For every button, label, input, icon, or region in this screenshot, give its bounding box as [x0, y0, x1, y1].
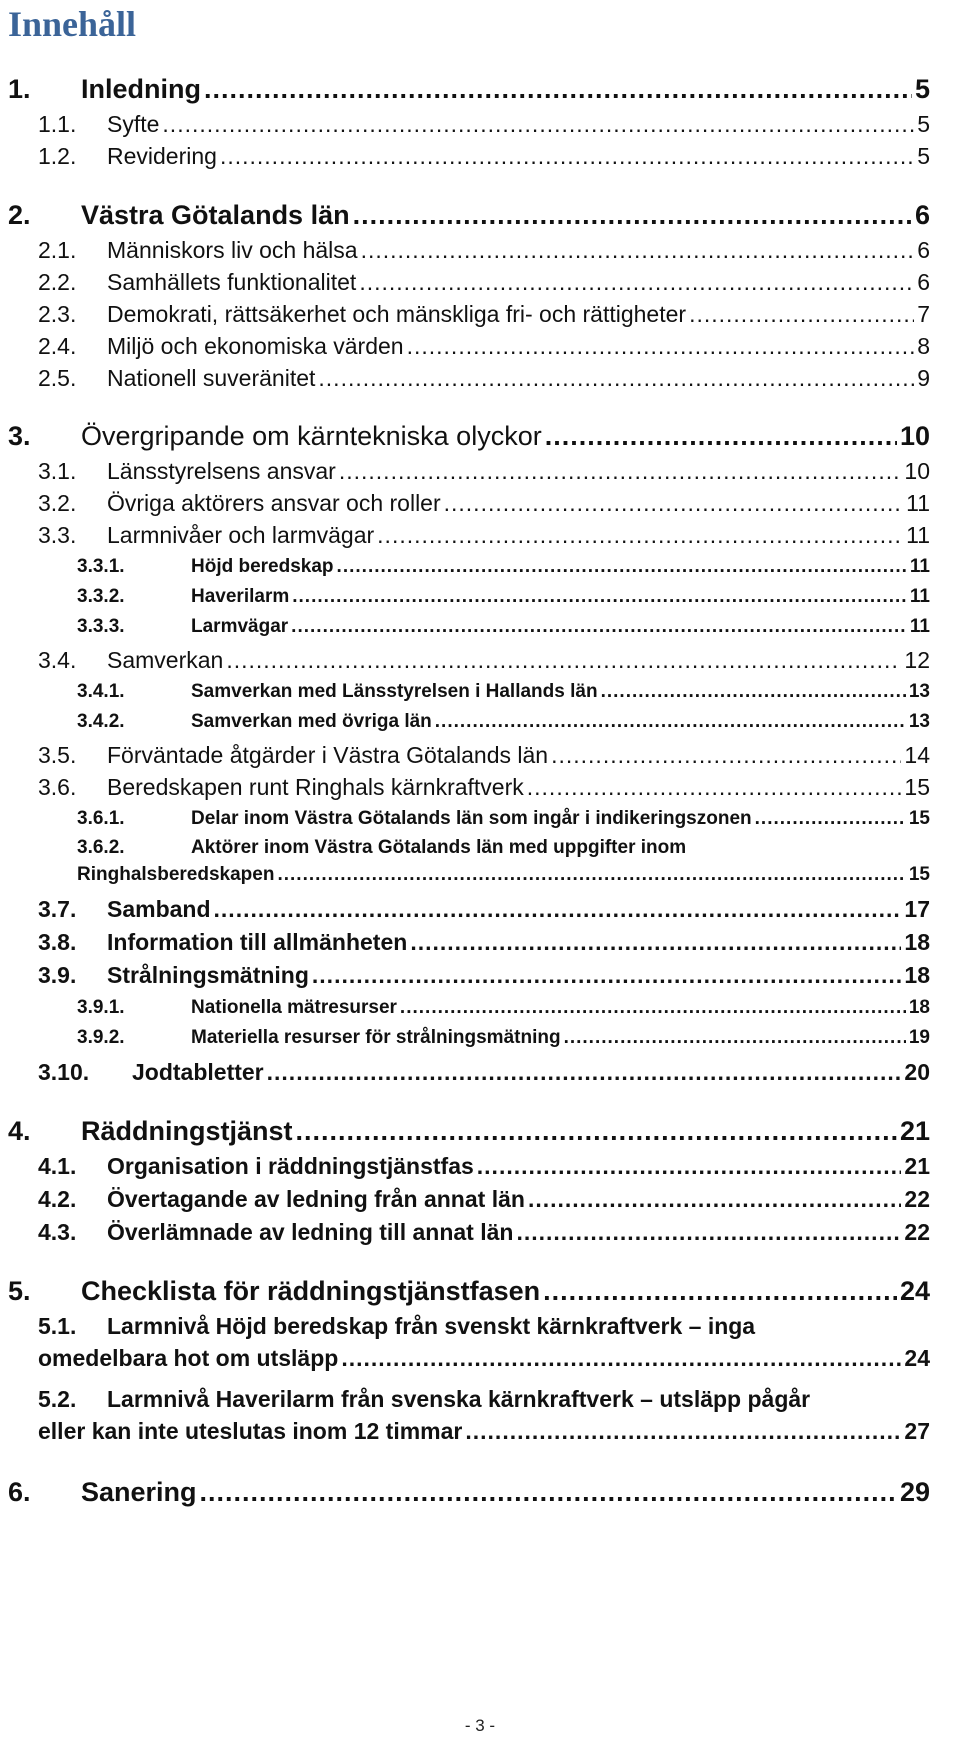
- toc-entry-number: 3.3.: [38, 522, 77, 548]
- toc-entry-number: 1.: [8, 74, 31, 104]
- toc-entry-number: 2.: [8, 200, 31, 230]
- toc-entry[interactable]: [38, 774, 930, 801]
- toc-entry-title: Strålningsmätning: [107, 962, 309, 988]
- toc-entry-page: 12: [904, 647, 930, 673]
- toc-entry-page: 15: [904, 774, 930, 800]
- toc-dot-leader: [359, 269, 914, 296]
- toc-dot-leader: [312, 962, 902, 989]
- toc-entry-number: 2.2.: [38, 269, 77, 295]
- toc-entry-number: 3.: [8, 421, 31, 451]
- toc-entry-title: Samverkan med Länsstyrelsen i Hallands län: [191, 681, 598, 702]
- toc-dot-leader: [226, 647, 901, 674]
- toc-entry-page: 6: [917, 269, 930, 295]
- toc-entry-page: 5: [917, 143, 930, 169]
- toc-entry-title-continued: eller kan inte uteslutas inom 12 timmar: [38, 1418, 463, 1444]
- toc-dot-leader: [407, 333, 915, 360]
- toc-entry[interactable]: [77, 997, 930, 1019]
- toc-entry[interactable]: [38, 143, 930, 170]
- toc-entry-title: Övergripande om kärntekniska olyckor: [81, 421, 542, 451]
- toc-entry-number: 2.5.: [38, 365, 77, 391]
- toc-entry-number: 2.3.: [38, 301, 77, 327]
- toc-entry-page: 8: [917, 333, 930, 359]
- toc-entry-title: Larmnivå Haverilarm från svenska kärnkraftverk – utsläpp pågår: [107, 1386, 811, 1412]
- toc-entry[interactable]: [38, 490, 930, 517]
- toc-entry[interactable]: [38, 522, 930, 549]
- toc-entry[interactable]: [38, 647, 930, 674]
- toc-entry[interactable]: [8, 1477, 930, 1508]
- toc-entry-title: Höjd beredskap: [191, 556, 334, 577]
- toc-entry-number: 1.1.: [38, 111, 77, 137]
- toc-entry[interactable]: [8, 1276, 930, 1307]
- toc-entry-title: Inledning: [81, 74, 201, 104]
- toc-entry-title: Nationell suveränitet: [107, 365, 316, 391]
- toc-heading: Innehåll: [8, 4, 137, 44]
- toc-entry-page: 10: [899, 421, 930, 451]
- toc-dot-leader: [528, 1186, 901, 1213]
- toc-entry-title: Haverilarm: [191, 586, 290, 607]
- toc-dot-leader: [361, 237, 915, 264]
- toc-dot-leader: [516, 1219, 901, 1246]
- toc-entry[interactable]: [8, 1116, 930, 1147]
- toc-entry-number: 3.4.1.: [77, 681, 125, 702]
- toc-entry-page: 29: [899, 1477, 930, 1507]
- toc-entry-title: Överlämnade av ledning till annat län: [107, 1219, 514, 1245]
- toc-dot-leader: [545, 421, 897, 452]
- toc-dot-leader: [601, 681, 906, 703]
- toc-entry[interactable]: [77, 1027, 930, 1049]
- toc-dot-leader: [551, 742, 901, 769]
- toc-entry-title: Samhällets funktionalitet: [107, 269, 357, 295]
- toc-dot-leader: [220, 143, 914, 170]
- toc-dot-leader: [267, 1059, 902, 1086]
- toc-entry[interactable]: [77, 616, 930, 638]
- toc-entry-title: Länsstyrelsens ansvar: [107, 458, 336, 484]
- toc-entry-page: 11: [909, 556, 930, 577]
- toc-entry-number: 4.1.: [38, 1153, 77, 1179]
- toc-entry[interactable]: [77, 586, 930, 608]
- toc-entry-number: 2.1.: [38, 237, 77, 263]
- toc-entry-page: 21: [899, 1116, 930, 1146]
- toc-entry-page: 15: [908, 864, 930, 885]
- toc-entry-title-continued: Ringhalsberedskapen: [77, 864, 275, 885]
- toc-dot-leader: [689, 301, 914, 328]
- toc-entry-number: 3.4.: [38, 647, 77, 673]
- toc-dot-leader: [755, 808, 906, 830]
- toc-entry-number: 3.6.2.: [77, 837, 125, 858]
- toc-dot-leader: [339, 458, 902, 485]
- toc-entry-number: 4.2.: [38, 1186, 77, 1212]
- toc-entry-title: Larmnivåer och larmvägar: [107, 522, 375, 548]
- toc-dot-leader: [400, 997, 906, 1019]
- toc-dot-leader: [564, 1027, 906, 1049]
- toc-entry-first-line[interactable]: [38, 1386, 810, 1413]
- toc-entry-page: 22: [904, 1219, 930, 1245]
- toc-entry-number: 4.: [8, 1116, 31, 1146]
- toc-entry-title: Miljö och ekonomiska värden: [107, 333, 404, 359]
- toc-entry[interactable]: [8, 74, 930, 105]
- toc-entry[interactable]: [38, 1345, 930, 1372]
- toc-entry-page: 5: [914, 74, 930, 104]
- toc-entry-title: Räddningstjänst: [81, 1116, 293, 1146]
- toc-entry-page: 20: [904, 1059, 930, 1085]
- toc-entry-number: 3.10.: [38, 1059, 90, 1085]
- toc-entry-page: 27: [904, 1418, 930, 1444]
- toc-entry[interactable]: [38, 962, 930, 989]
- toc-entry-number: 3.3.1.: [77, 556, 125, 577]
- toc-dot-leader: [435, 711, 906, 733]
- toc-entry[interactable]: [8, 200, 930, 231]
- toc-entry-number: 3.3.2.: [77, 586, 125, 607]
- toc-entry-first-line[interactable]: [38, 1313, 755, 1340]
- toc-dot-leader: [162, 111, 914, 138]
- toc-entry[interactable]: [38, 301, 930, 328]
- toc-entry[interactable]: [77, 711, 930, 733]
- toc-entry-number: 3.5.: [38, 742, 77, 768]
- toc-entry[interactable]: [38, 111, 930, 138]
- toc-entry-page: 10: [904, 458, 930, 484]
- toc-entry-page: 11: [909, 616, 930, 637]
- toc-entry-title: Syfte: [107, 111, 160, 137]
- toc-entry[interactable]: [38, 896, 930, 923]
- toc-entry-number: 3.9.1.: [77, 997, 125, 1018]
- toc-dot-leader: [465, 1418, 901, 1445]
- toc-entry-title: Materiella resurser för strålningsmätning: [191, 1027, 561, 1048]
- toc-entry-page: 14: [904, 742, 930, 768]
- toc-entry-title: Övriga aktörers ansvar och roller: [107, 490, 441, 516]
- toc-dot-leader: [214, 896, 902, 923]
- toc-entry-title: Beredskapen runt Ringhals kärnkraftverk: [107, 774, 524, 800]
- toc-entry-number: 5.1.: [38, 1313, 77, 1339]
- toc-entry-title: Larmvägar: [191, 616, 289, 637]
- toc-entry-title: Larmnivå Höjd beredskap från svenskt kärnkraftverk – inga: [107, 1313, 756, 1339]
- toc-dot-leader: [410, 929, 901, 956]
- toc-entry-page: 9: [917, 365, 930, 391]
- toc-entry-page: 7: [917, 301, 930, 327]
- toc-entry[interactable]: [77, 808, 930, 830]
- page-number: - 3 -: [464, 1716, 496, 1735]
- toc-entry-title: Jodtabletter: [132, 1059, 264, 1085]
- toc-entry-title: Samband: [107, 896, 211, 922]
- toc-dot-leader: [377, 522, 903, 549]
- toc-entry-page: 17: [904, 896, 930, 922]
- toc-dot-leader: [204, 74, 912, 105]
- toc-dot-leader: [200, 1477, 897, 1508]
- toc-entry-page: 11: [909, 586, 930, 607]
- toc-entry[interactable]: [77, 556, 930, 578]
- toc-entry-title: Information till allmänheten: [107, 929, 408, 955]
- toc-entry-number: 3.6.1.: [77, 808, 125, 829]
- toc-entry-number: 3.1.: [38, 458, 77, 484]
- toc-entry[interactable]: [38, 1186, 930, 1213]
- toc-dot-leader: [296, 1116, 897, 1147]
- toc-entry-page: 18: [904, 962, 930, 988]
- toc-entry-title: Samverkan: [107, 647, 224, 673]
- toc-entry-page: 18: [908, 997, 930, 1018]
- toc-entry-title: Samverkan med övriga län: [191, 711, 432, 732]
- toc-dot-leader: [527, 774, 902, 801]
- toc-entry-page: 6: [917, 237, 930, 263]
- toc-entry[interactable]: [77, 681, 930, 703]
- toc-entry-number: 2.4.: [38, 333, 77, 359]
- toc-entry-number: 3.3.3.: [77, 616, 125, 637]
- toc-dot-leader: [543, 1276, 897, 1307]
- toc-entry-page: 21: [904, 1153, 930, 1179]
- toc-entry[interactable]: [38, 365, 930, 392]
- toc-dot-leader: [292, 586, 907, 608]
- toc-dot-leader: [341, 1345, 901, 1372]
- toc-entry-number: 6.: [8, 1477, 31, 1507]
- toc-entry-number: 3.7.: [38, 896, 77, 922]
- toc-entry-page: 15: [908, 808, 930, 829]
- toc-entry-title: Människors liv och hälsa: [107, 237, 358, 263]
- toc-entry-number: 3.9.: [38, 962, 77, 988]
- toc-entry[interactable]: [38, 458, 930, 485]
- toc-entry[interactable]: [38, 1059, 930, 1086]
- toc-entry-title: Sanering: [81, 1477, 197, 1507]
- toc-dot-leader: [444, 490, 903, 517]
- toc-entry-page: 24: [899, 1276, 930, 1306]
- toc-entry[interactable]: [38, 929, 930, 956]
- toc-entry-number: 1.2.: [38, 143, 77, 169]
- toc-entry-title: Övertagande av ledning från annat län: [107, 1186, 525, 1212]
- toc-entry-page: 11: [906, 522, 930, 548]
- toc-entry[interactable]: [77, 864, 930, 886]
- toc-entry-title: Delar inom Västra Götalands län som ingår i indikeringszonen: [191, 808, 752, 829]
- toc-entry-page: 18: [904, 929, 930, 955]
- toc-entry-page: 13: [908, 681, 930, 702]
- toc-entry-title-continued: omedelbara hot om utsläpp: [38, 1345, 339, 1371]
- toc-entry-number: 5.2.: [38, 1386, 77, 1412]
- toc-entry-title: Organisation i räddningstjänstfas: [107, 1153, 474, 1179]
- toc-entry[interactable]: [38, 237, 930, 264]
- toc-entry-title: Demokrati, rättsäkerhet och mänskliga fri- och rättigheter: [107, 301, 687, 327]
- toc-entry-first-line[interactable]: [77, 837, 686, 859]
- toc-dot-leader: [318, 365, 914, 392]
- toc-entry-page: 24: [904, 1345, 930, 1371]
- toc-entry[interactable]: [38, 1418, 930, 1445]
- toc-entry-title: Västra Götalands län: [81, 200, 350, 230]
- toc-dot-leader: [353, 200, 912, 231]
- toc-entry[interactable]: [38, 333, 930, 360]
- toc-entry-number: 3.9.2.: [77, 1027, 125, 1048]
- toc-dot-leader: [277, 864, 905, 886]
- toc-entry-number: 3.6.: [38, 774, 77, 800]
- toc-entry-number: 3.8.: [38, 929, 77, 955]
- toc-entry-title: Förväntade åtgärder i Västra Götalands län: [107, 742, 549, 768]
- toc-dot-leader: [337, 556, 907, 578]
- toc-entry[interactable]: [38, 1153, 930, 1180]
- toc-entry-page: 22: [904, 1186, 930, 1212]
- toc-entry[interactable]: [8, 421, 930, 452]
- toc-entry-title: Aktörer inom Västra Götalands län med uppgifter inom: [191, 837, 687, 858]
- toc-entry-page: 13: [908, 711, 930, 732]
- toc-entry-title: Nationella mätresurser: [191, 997, 397, 1018]
- toc-entry-title: Checklista för räddningstjänstfasen: [81, 1276, 541, 1306]
- toc-entry-page: 19: [908, 1027, 930, 1048]
- toc-entry-page: 6: [914, 200, 930, 230]
- toc-entry-number: 3.4.2.: [77, 711, 125, 732]
- toc-entry-page: 11: [906, 490, 930, 516]
- toc-entry-title: Revidering: [107, 143, 217, 169]
- toc-entry[interactable]: [38, 269, 930, 296]
- toc-entry-page: 5: [917, 111, 930, 137]
- toc-dot-leader: [477, 1153, 902, 1180]
- toc-entry-number: 3.2.: [38, 490, 77, 516]
- toc-entry[interactable]: [38, 1219, 930, 1246]
- toc-entry-number: 4.3.: [38, 1219, 77, 1245]
- toc-entry-number: 5.: [8, 1276, 31, 1306]
- toc-entry[interactable]: [38, 742, 930, 769]
- toc-dot-leader: [291, 616, 907, 638]
